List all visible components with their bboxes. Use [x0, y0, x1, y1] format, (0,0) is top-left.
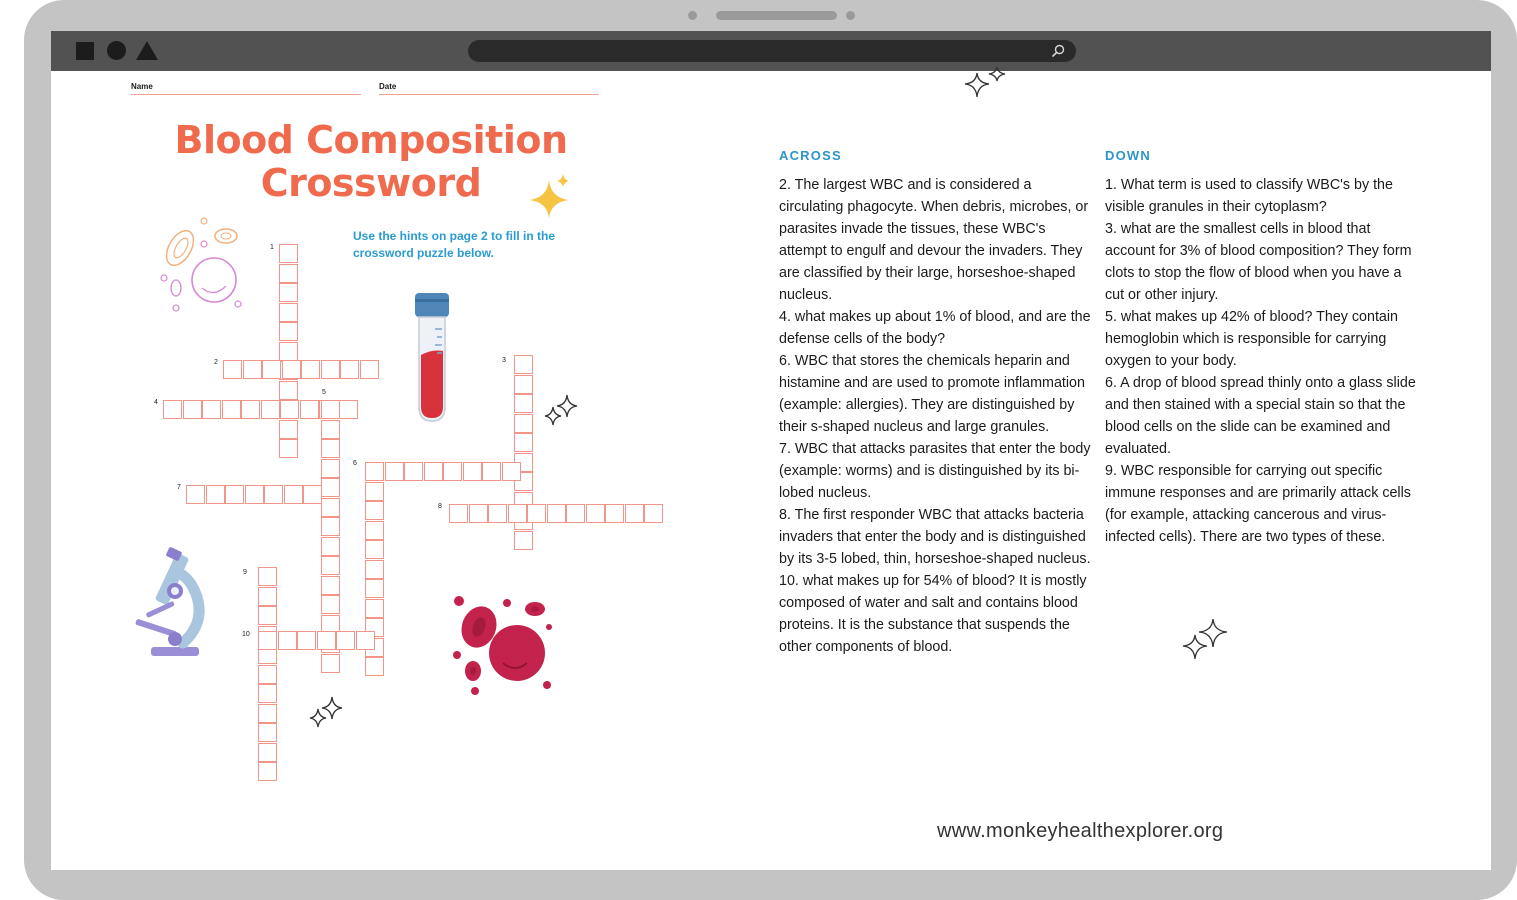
clue-number-2: 2 — [214, 359, 218, 366]
down-clue-1: 1. What term is used to classify WBC's by the visible granules in their cytoplasm? — [1105, 177, 1393, 215]
crossword-cell[interactable] — [547, 504, 566, 523]
crossword-cell[interactable] — [279, 322, 298, 341]
crossword-cell[interactable] — [321, 537, 340, 556]
crossword-cell[interactable] — [279, 381, 298, 400]
crossword-cell[interactable] — [566, 504, 585, 523]
crossword-cell[interactable] — [163, 400, 182, 419]
crossword-cell[interactable] — [186, 485, 205, 504]
sparkle-icon — [521, 172, 573, 220]
down-heading: DOWN — [1105, 148, 1151, 163]
crossword-cell[interactable] — [443, 462, 462, 481]
red-blood-cells-icon — [449, 587, 553, 695]
search-icon[interactable] — [1050, 43, 1066, 59]
crossword-cell[interactable] — [321, 556, 340, 575]
crossword-cell[interactable] — [321, 576, 340, 595]
crossword-cell[interactable] — [258, 704, 277, 723]
crossword-cell[interactable] — [514, 433, 533, 452]
crossword-cell[interactable] — [360, 360, 379, 379]
crossword-cell[interactable] — [321, 420, 340, 439]
crossword-cell[interactable] — [321, 478, 340, 497]
crossword-cell[interactable] — [514, 531, 533, 550]
down-clue-6: 6. A drop of blood spread thinly onto a glass slide and then stained with a special stain so that the blood cells on the slide can be examined and evaluated. — [1105, 375, 1416, 457]
crossword-cell[interactable] — [321, 517, 340, 536]
crossword-cell[interactable] — [365, 521, 384, 540]
crossword-cell[interactable] — [365, 657, 384, 676]
crossword-cell[interactable] — [258, 606, 277, 625]
clue-number-8: 8 — [438, 503, 442, 510]
crossword-cell[interactable] — [303, 485, 322, 504]
crossword-cell[interactable] — [321, 654, 340, 673]
camera-bar — [716, 11, 837, 20]
camera-dot — [688, 11, 697, 20]
crossword-cell[interactable] — [365, 560, 384, 579]
crossword-cell[interactable] — [424, 462, 443, 481]
across-clue-6: 6. WBC that stores the chemicals heparin and histamine and are used to promote inflammation (example: allergies). They are distinguished by their s-shaped nucleus and large granules. — [779, 353, 1085, 435]
crossword-cell[interactable] — [258, 631, 277, 650]
microscope-icon — [131, 547, 211, 659]
test-tube-icon — [411, 291, 453, 425]
crossword-cell[interactable] — [321, 439, 340, 458]
crossword-cell[interactable] — [339, 400, 358, 419]
crossword-cell[interactable] — [321, 360, 340, 379]
crossword-cell[interactable] — [241, 400, 260, 419]
crossword-cell[interactable] — [222, 400, 241, 419]
crossword-cell[interactable] — [223, 360, 242, 379]
crossword-cell[interactable] — [258, 762, 277, 781]
crossword-cell[interactable] — [279, 244, 298, 263]
crossword-cell[interactable] — [321, 498, 340, 517]
crossword-cell[interactable] — [365, 540, 384, 559]
circle-button[interactable] — [107, 41, 126, 60]
crossword-cell[interactable] — [605, 504, 624, 523]
browser-toolbar — [51, 31, 1491, 71]
crossword-cell[interactable] — [245, 485, 264, 504]
across-clue-7: 7. WBC that attacks parasites that enter the body (example: worms) and is distinguished by its bi-lobed nucleus. — [779, 441, 1091, 501]
across-clue-10: 10. what makes up for 54% of blood? It is mostly composed of water and salt and contains blood proteins. It is the substance that suspends the other components of blood. — [779, 573, 1087, 655]
crossword-cell[interactable] — [261, 400, 280, 419]
crossword-cell[interactable] — [300, 400, 319, 419]
crossword-cell[interactable] — [183, 400, 202, 419]
across-heading: ACROSS — [779, 148, 842, 163]
crossword-cell[interactable] — [644, 504, 663, 523]
down-clue-9: 9. WBC responsible for carrying out specific immune responses and are primarily attack cells (for example, attacking cancerous and virus-infected cells). There are two types of these. — [1105, 463, 1411, 545]
crossword-cell[interactable] — [502, 462, 521, 481]
sparkle-icon — [959, 65, 1013, 105]
crossword-cell[interactable] — [321, 595, 340, 614]
cell-bubbles-icon — [154, 216, 244, 316]
crossword-cell[interactable] — [469, 504, 488, 523]
crossword-cell[interactable] — [365, 462, 384, 481]
crossword-cell[interactable] — [340, 360, 359, 379]
clue-number-4: 4 — [154, 399, 158, 406]
worksheet-page — [51, 71, 1491, 870]
clue-number-3: 3 — [502, 357, 506, 364]
clue-number-5: 5 — [322, 389, 326, 396]
instructions: Use the hints on page 2 to fill in the crossword puzzle below. — [353, 229, 556, 260]
crossword-cell[interactable] — [206, 485, 225, 504]
crossword-cell[interactable] — [463, 462, 482, 481]
title-line-1: Blood Composition — [174, 118, 568, 162]
sparkle-icon — [306, 693, 346, 733]
crossword-cell[interactable] — [514, 414, 533, 433]
crossword-cell[interactable] — [625, 504, 644, 523]
crossword-cell[interactable] — [488, 504, 507, 523]
crossword-cell[interactable] — [385, 462, 404, 481]
crossword-cell[interactable] — [527, 504, 546, 523]
clue-number-10: 10 — [242, 631, 250, 638]
crossword-cell[interactable] — [258, 587, 277, 606]
sensor-dot — [846, 11, 855, 20]
crossword-cell[interactable] — [258, 567, 277, 586]
clue-number-6: 6 — [353, 460, 357, 467]
crossword-cell[interactable] — [282, 360, 301, 379]
date-label: Date — [379, 82, 397, 91]
title-line-2: Crossword — [260, 161, 482, 205]
clue-number-1: 1 — [270, 244, 274, 251]
crossword-cell[interactable] — [278, 631, 297, 650]
crossword-cell[interactable] — [586, 504, 605, 523]
crossword-cell[interactable] — [356, 631, 375, 650]
crossword-cell[interactable] — [279, 283, 298, 302]
sparkle-icon — [541, 391, 581, 431]
date-field[interactable] — [379, 94, 599, 95]
crossword-cell[interactable] — [258, 684, 277, 703]
across-clues — [779, 174, 1091, 658]
website-link[interactable]: www.monkeyhealthexplorer.org — [937, 820, 1224, 842]
crossword-cell[interactable] — [243, 360, 262, 379]
crossword-cell[interactable] — [336, 631, 355, 650]
crossword-cell[interactable] — [508, 504, 527, 523]
crossword-cell[interactable] — [297, 631, 316, 650]
crossword-cell[interactable] — [301, 360, 320, 379]
crossword-cell[interactable] — [321, 459, 340, 478]
crossword-cell[interactable] — [264, 485, 283, 504]
clue-number-9: 9 — [243, 569, 247, 576]
crossword-cell[interactable] — [279, 264, 298, 283]
crossword-cell[interactable] — [284, 485, 303, 504]
crossword-cell[interactable] — [258, 743, 277, 762]
down-clue-3: 3. what are the smallest cells in blood that account for 3% of blood composition? They form clots to stop the flow of blood when you have a cut or other injury. — [1105, 221, 1412, 303]
crossword-cell[interactable] — [279, 342, 298, 361]
across-clue-2: 2. The largest WBC and is considered a circulating phagocyte. When debris, microbes, or parasites invade the tissues, these WBC's attempt to engulf and devour the invaders. They are classified by their large, horseshoe-shaped nucleus. — [779, 177, 1089, 303]
crossword-cell[interactable] — [258, 723, 277, 742]
crossword-cell[interactable] — [262, 360, 281, 379]
crossword-cell[interactable] — [317, 631, 336, 650]
address-bar[interactable] — [468, 40, 1076, 62]
across-clue-8: 8. The first responder WBC that attacks bacteria invaders that enter the body and is distinguished by its 3-5 lobed, thin, horseshoe-shaped nucleus. — [779, 507, 1091, 567]
crossword-cell[interactable] — [404, 462, 423, 481]
crossword-cell[interactable] — [279, 420, 298, 439]
down-clues — [1105, 174, 1417, 548]
crossword-cell[interactable] — [514, 355, 533, 374]
crossword-cell[interactable] — [279, 303, 298, 322]
crossword-cell[interactable] — [482, 462, 501, 481]
crossword-cell[interactable] — [365, 599, 384, 618]
down-clue-5: 5. what makes up 42% of blood? They contain hemoglobin which is responsible for carrying oxygen to your body. — [1105, 309, 1399, 369]
crossword-cell[interactable] — [514, 375, 533, 394]
crossword-cell[interactable] — [321, 400, 340, 419]
crossword-cell[interactable] — [514, 394, 533, 413]
crossword-cell[interactable] — [365, 501, 384, 520]
crossword-cell[interactable] — [279, 439, 298, 458]
crossword-cell[interactable] — [225, 485, 244, 504]
crossword-cell[interactable] — [202, 400, 221, 419]
crossword-cell[interactable] — [280, 400, 299, 419]
name-label: Name — [131, 82, 153, 91]
across-clue-4: 4. what makes up about 1% of blood, and are the defense cells of the body? — [779, 309, 1091, 347]
triangle-button[interactable] — [136, 41, 158, 60]
square-button[interactable] — [76, 42, 94, 60]
crossword-cell[interactable] — [258, 665, 277, 684]
crossword-cell[interactable] — [449, 504, 468, 523]
sparkle-icon — [1179, 617, 1233, 665]
crossword-cell[interactable] — [365, 579, 384, 598]
crossword-cell[interactable] — [365, 482, 384, 501]
clue-number-7: 7 — [177, 484, 181, 491]
screen — [51, 31, 1491, 870]
name-field[interactable] — [131, 94, 361, 95]
